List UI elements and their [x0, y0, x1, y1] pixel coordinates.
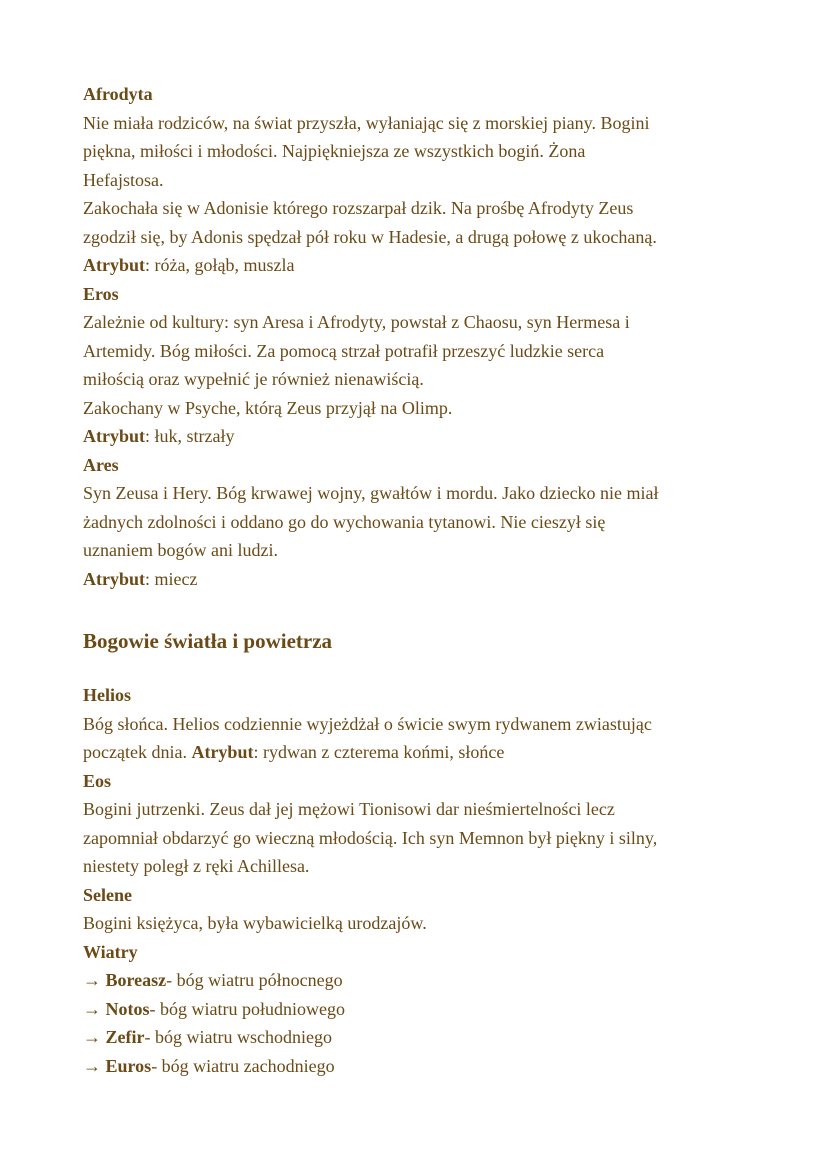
text-line: [83, 738, 763, 767]
attribute-label: Atrybut: [83, 568, 145, 589]
text-line: Hefajstosa.: [83, 169, 164, 190]
text-line: Syn Zeusa i Hery. Bóg krwawej wojny, gwałtów i mordu. Jako dziecko nie miał: [83, 483, 659, 503]
heading-eos: Eos: [83, 770, 112, 791]
arrow-right-icon: →: [83, 1055, 101, 1076]
list-item: [83, 1052, 763, 1081]
section-title: Bogowie światła i powietrza: [83, 629, 333, 653]
attribute-label: Atrybut: [191, 742, 254, 762]
text-line: uznaniem bogów ani ludzi.: [83, 540, 278, 560]
text-line: Bogini jutrzenki. Zeus dał jej mężowi Tionisowi dar nieśmiertelności lecz: [83, 799, 615, 819]
text-fragment: początek dnia.: [83, 742, 192, 762]
text-line: piękna, miłości i młodości. Najpiękniejsza ze wszystkich bogiń. Żona: [83, 141, 586, 161]
wind-desc: - bóg wiatru północnego: [166, 970, 343, 990]
text-line: zgodził się, by Adonis spędzał pół roku w Hadesie, a drugą połowę z ukochaną.: [83, 226, 657, 247]
text-line: Zakochany w Psyche, którą Zeus przyjął na Olimp.: [83, 397, 453, 418]
text-line: Artemidy. Bóg miłości. Za pomocą strzał potrafił przeszyć ludzkie serca: [83, 340, 605, 361]
heading-selene: Selene: [83, 884, 132, 905]
list-item: [83, 966, 763, 995]
attribute-label: Atrybut: [83, 426, 145, 446]
attribute-line: [83, 565, 763, 594]
text-line: Nie miała rodziców, na świat przyszła, wyłaniając się z morskiej piany. Bogini: [83, 112, 650, 133]
attribute-value: : róża, gołąb, muszla: [145, 255, 295, 275]
wind-name: Boreasz: [105, 970, 167, 990]
attribute-line: [83, 251, 763, 280]
text-line: Bogini księżyca, była wybawicielką urodzajów.: [83, 913, 427, 933]
heading-wiatry: Wiatry: [83, 941, 138, 962]
text-line: Zakochała się w Adonisie którego rozszarpał dzik. Na prośbę Afrodyty Zeus: [83, 198, 634, 218]
attribute-value: : łuk, strzały: [145, 426, 235, 446]
arrow-right-icon: →: [83, 1027, 101, 1047]
text-line: niestety poległ z ręki Achillesa.: [83, 856, 310, 876]
heading-eros: Eros: [83, 283, 119, 304]
list-item: [83, 1023, 763, 1052]
heading-afrodyta: Afrodyta: [83, 84, 153, 104]
text-line: miłością oraz wypełnić je również nienawiścią.: [83, 369, 424, 389]
text-line: Zależnie od kultury: syn Aresa i Afrodyty, powstał z Chaosu, syn Hermesa i: [83, 312, 630, 332]
list-item: [83, 995, 763, 1024]
text-line: żadnych zdolności i oddano go do wychowania tytanowi. Nie cieszył się: [83, 511, 606, 532]
attribute-value: : miecz: [145, 568, 198, 589]
attribute-line: [83, 422, 763, 451]
text-line: Bóg słońca. Helios codziennie wyjeżdżał o świcie swym rydwanem zwiastując: [83, 713, 652, 734]
wind-name: Notos: [105, 998, 150, 1019]
heading-ares: Ares: [83, 454, 119, 475]
attribute-value: : rydwan z czterema końmi, słońce: [253, 742, 505, 762]
wind-desc: - bóg wiatru zachodniego: [151, 1055, 335, 1076]
heading-helios: Helios: [83, 685, 131, 705]
document-content: [83, 80, 763, 1080]
wind-desc: - bóg wiatru południowego: [149, 998, 345, 1019]
arrow-right-icon: →: [83, 970, 101, 990]
attribute-label: Atrybut: [83, 255, 145, 275]
wind-name: Zefir: [105, 1027, 145, 1047]
wind-desc: - bóg wiatru wschodniego: [144, 1027, 332, 1047]
wind-name: Euros: [105, 1055, 152, 1076]
arrow-right-icon: →: [83, 998, 101, 1019]
text-line: zapomniał obdarzyć go wieczną młodością. Ich syn Memnon był piękny i silny,: [83, 827, 658, 848]
